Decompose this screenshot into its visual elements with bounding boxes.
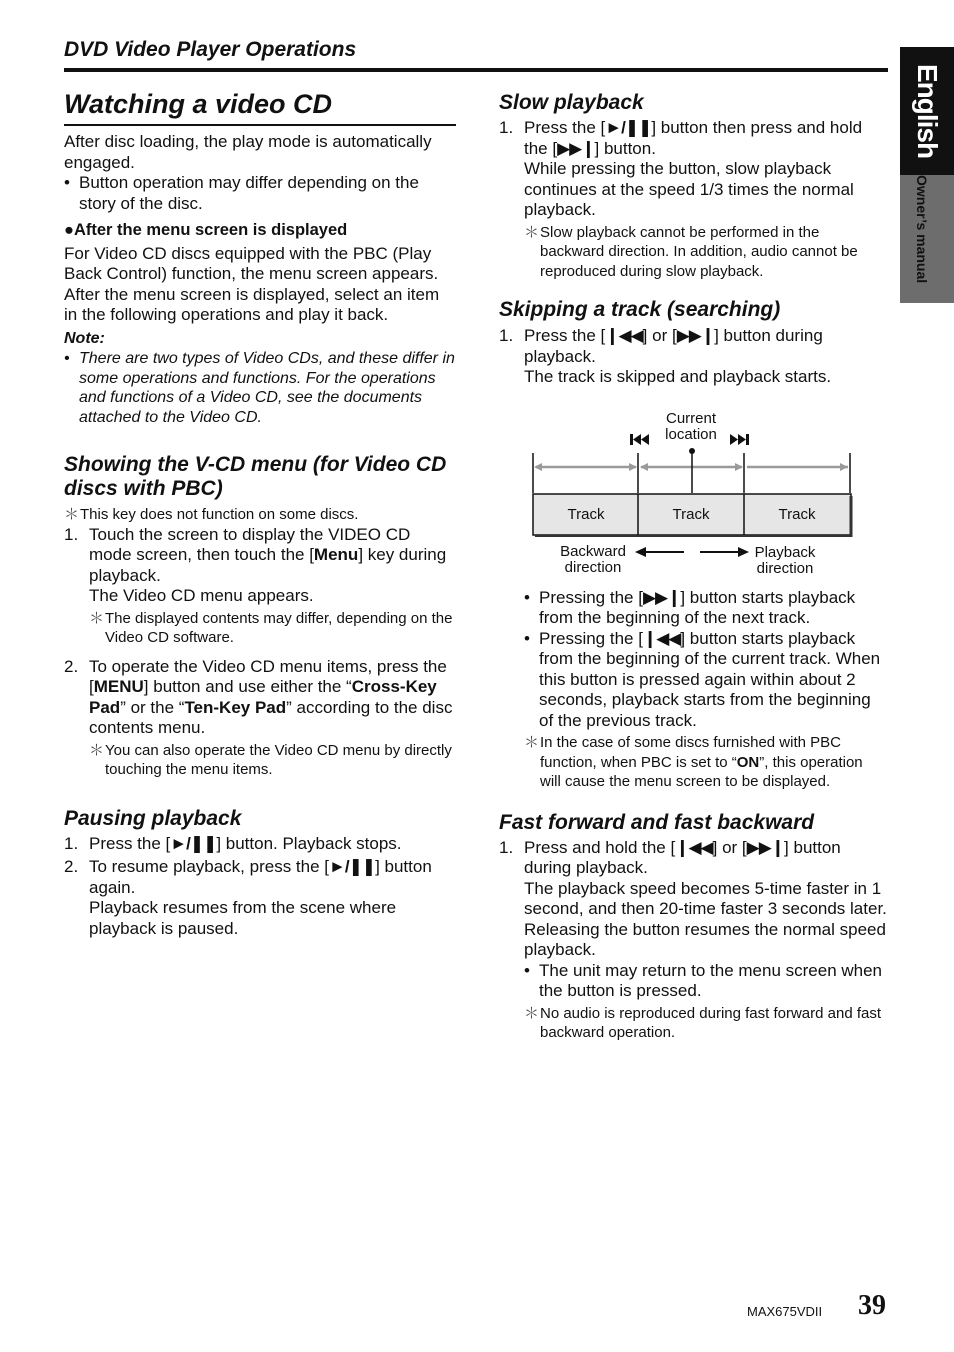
next-track-icon: ▶▶❙ — [557, 138, 595, 158]
vcd-step-1: 1. Touch the screen to display the VIDEO CD mode screen, then touch the [Menu] key during playback. The Video CD menu appears. ＊ The displayed contents may differ, depending on the Video CD software. — [64, 525, 456, 648]
english-tab — [900, 47, 954, 175]
slow-playback-heading: Slow playback — [499, 91, 644, 114]
prev-track-icon: ❙◀◀ — [675, 837, 713, 857]
track-label: Track — [672, 506, 710, 523]
asterisk-icon: ＊ — [524, 734, 540, 751]
bullet-icon: • — [524, 960, 530, 980]
pause-step-1: 1. Press the [►/❚❚] button. Playback stops. — [64, 833, 402, 853]
bullet-icon: • — [524, 628, 530, 648]
menu-key-name: Menu — [313, 545, 359, 564]
slow-star-note: ＊ Slow playback cannot be performed in the backward direction. In addition, audio cannot be reproduced during slow playback. — [524, 223, 858, 280]
intro-bullet — [64, 173, 456, 214]
skip-bullet-2: • Pressing the [❙◀◀] button starts playback from the beginning of the current track. When this button is pressed again within about 2 seconds, playback starts from the beginning of the previous track. — [524, 628, 881, 730]
prev-track-icon: ❙◀◀ — [642, 628, 681, 648]
asterisk-icon: ＊ — [89, 609, 105, 627]
next-track-icon: ▶▶❙ — [746, 837, 785, 857]
bullet-icon: • — [64, 173, 70, 192]
prev-track-icon — [630, 434, 649, 445]
page-number: 39 — [858, 1290, 886, 1321]
current-location-label: Current location — [665, 410, 717, 443]
fast-forward-heading: Fast forward and fast backward — [499, 810, 815, 834]
skip-bullets — [499, 588, 887, 792]
backward-direction-label: Backward direction — [560, 543, 626, 576]
play-pause-icon: ►/❚❚ — [605, 118, 652, 137]
pausing-heading: Pausing playback — [64, 806, 242, 830]
vcd-step-2: 2. To operate the Video CD menu items, press the [MENU] button and use either the “Cross-Key Pad” or the “Ten-Key Pad” according to the disc contents menu. ＊ You can also operate the Video CD menu by directly touching the menu items. — [64, 657, 456, 780]
prev-track-icon: ❙◀◀ — [605, 326, 643, 345]
skip-star-note: ＊ In the case of some discs furnished with PBC function, when PBC is set to “ON”, this operation will cause the menu screen to be displayed. — [524, 734, 863, 790]
next-track-icon: ▶▶❙ — [642, 587, 681, 607]
next-track-icon: ▶▶❙ — [676, 326, 715, 345]
note-text: There are two types of Video CDs, and these differ in some operations and functions. For the operations and functions of a Video CD, see the documents attached to the Video CD. — [79, 350, 455, 426]
menu-screen-text: For Video CD discs equipped with the PBC (Play Back Control) function, the menu screen appears. After the menu screen is displayed, select an item in the following operations and play it back. — [64, 243, 440, 324]
next-track-icon — [730, 434, 749, 445]
pause-step-2: 2. To resume playback, press the [►/❚❚] button again. Playback resumes from the scene where playback is paused. — [64, 857, 432, 938]
section-header: DVD Video Player Operations — [64, 38, 357, 61]
note-bullet — [64, 349, 456, 427]
menu-screen-heading: ●After the menu screen is displayed — [64, 221, 348, 239]
language-side-tab — [900, 47, 954, 303]
vcd-step-1-star: ＊ The displayed contents may differ, depending on the Video CD software. — [89, 609, 453, 646]
ff-step-1: 1. Press and hold the [❙◀◀] or [▶▶❙] button during playback. The playback speed becomes 5-time faster in 1 second, and then 20-time faster 3 seconds later. Releasing the button resumes the normal speed playback. • The unit may return to the menu screen when the button is pressed. ＊ No audio is reproduced during fast forward and fast backward operation. — [499, 837, 887, 1041]
intro-bullet-text: Button operation may differ depending on the story of the disc. — [79, 173, 419, 213]
slow-step-1: 1. Press the [►/❚❚] button then press and hold the [▶▶❙] button. While pressing the button, slow playback continues at the speed 1/3 times the normal playback. ＊ Slow playback cannot be performed in the backward direction. In addition, audio cannot be reproduced during slow playback. — [499, 118, 887, 281]
play-pause-icon: ►/❚❚ — [329, 857, 376, 876]
model-number: MAX675VDII — [747, 1304, 823, 1319]
header-rule — [64, 68, 888, 72]
page-title: Watching a video CD — [64, 84, 456, 126]
vcd-star-note: ＊ This key does not function on some discs. — [64, 506, 359, 523]
owners-manual-label: Owner’s manual — [914, 175, 930, 284]
note-label: Note: — [64, 329, 105, 347]
intro-text: After disc loading, the play mode is automatically engaged. — [64, 132, 432, 172]
bullet-icon: • — [524, 587, 530, 607]
bullet-icon: • — [64, 350, 70, 367]
track-label: Track — [778, 506, 816, 523]
asterisk-icon: ＊ — [89, 741, 105, 759]
playback-direction-label: Playback direction — [754, 544, 816, 577]
asterisk-icon: ＊ — [524, 1004, 540, 1022]
left-column — [64, 84, 456, 939]
vcd-menu-heading: Showing the V-CD menu (for Video CD discs with PBC) — [64, 453, 447, 500]
skipping-heading: Skipping a track (searching) — [499, 298, 781, 321]
track-skip-diagram — [520, 405, 860, 585]
asterisk-icon: ＊ — [524, 223, 540, 241]
ff-bullet: • The unit may return to the menu screen when the button is pressed. — [524, 960, 883, 1000]
vcd-step-2-star: ＊ You can also operate the Video CD menu by directly touching the menu items. — [89, 741, 452, 778]
skip-bullet-1: • Pressing the [▶▶❙] button starts playback from the beginning of the next track. — [524, 587, 856, 627]
track-label: Track — [567, 506, 605, 523]
english-tab-label: English — [912, 63, 943, 159]
asterisk-icon: ＊ — [64, 506, 80, 523]
play-pause-icon: ►/❚❚ — [170, 833, 217, 853]
dot-icon: ● — [64, 221, 74, 239]
skip-step-1: 1. Press the [❙◀◀] or [▶▶❙] button during playback. The track is skipped and playback starts. — [499, 326, 832, 386]
ff-star-note: ＊ No audio is reproduced during fast forward and fast backward operation. — [524, 1004, 882, 1041]
